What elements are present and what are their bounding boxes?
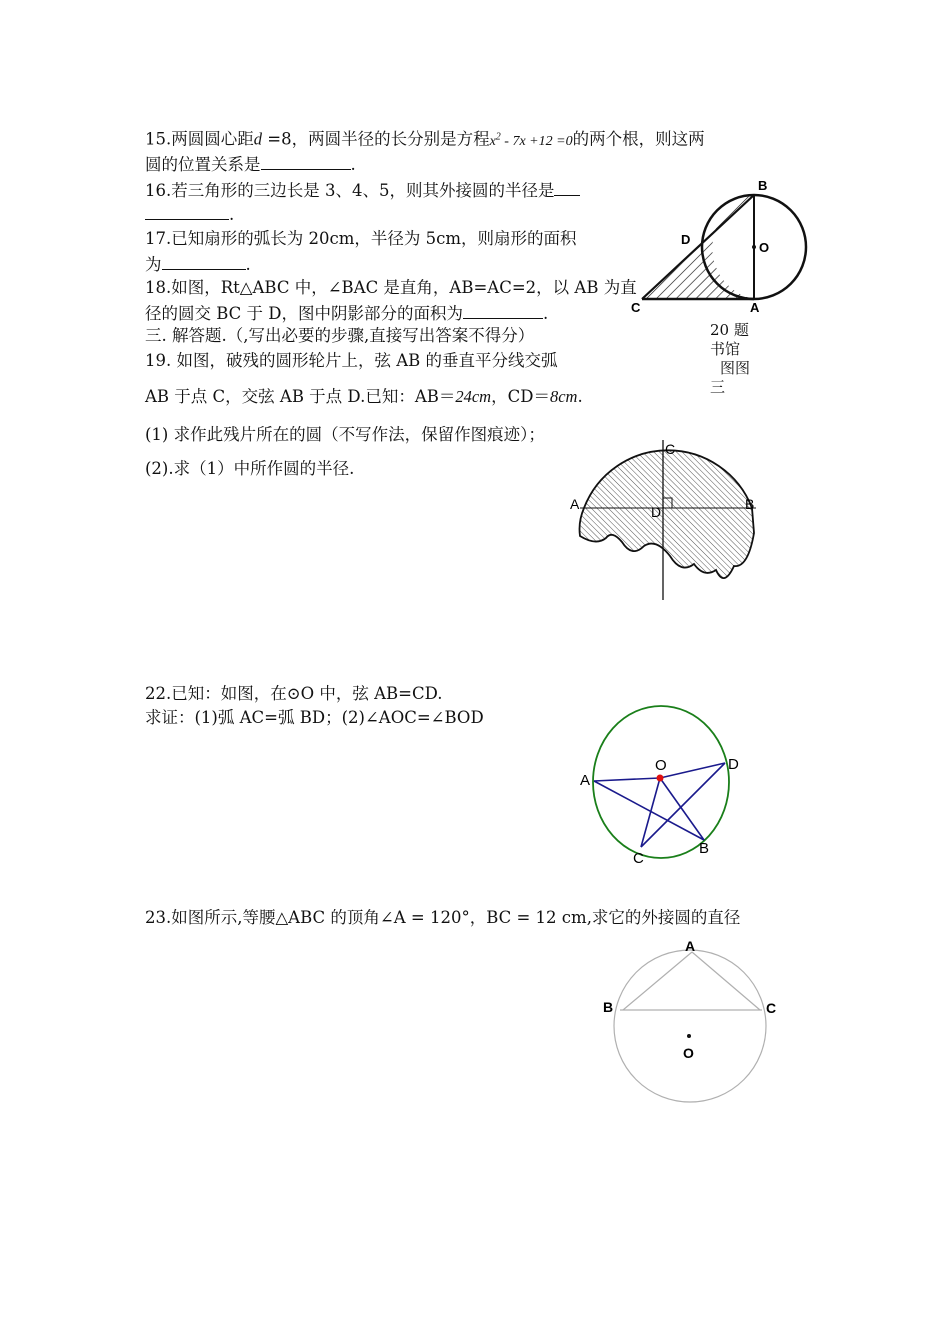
radius-od bbox=[660, 763, 725, 778]
figure-18 bbox=[628, 178, 828, 318]
q15-line2: 圆的位置关系是 . bbox=[145, 152, 356, 176]
chord-cd bbox=[641, 763, 725, 847]
answer-blank-16b[interactable] bbox=[145, 202, 229, 220]
q22-line2: 求证：(1)弧 AC=弧 BD；(2)∠AOC=∠BOD bbox=[145, 708, 484, 727]
side-ab bbox=[623, 952, 692, 1010]
shaded-region-lower bbox=[642, 235, 754, 299]
fig20-caption-line3: 图图 bbox=[720, 359, 751, 377]
figure-23 bbox=[598, 936, 798, 1116]
q19-part2: (2).求（1）中所作圆的半径. bbox=[145, 459, 355, 478]
label-a22: A bbox=[580, 772, 591, 789]
center-o-dot bbox=[657, 775, 664, 782]
radius-oa bbox=[594, 778, 660, 781]
broken-wheel bbox=[580, 450, 755, 578]
q17-line1: 17.已知扇形的弧长为 20cm，半径为 5cm，则扇形的面积 bbox=[145, 229, 577, 248]
q23-line1: 23.如图所示,等腰△ABC 的顶角∠A = 120°，BC = 12 cm,求它的外接圆的直径 bbox=[145, 908, 741, 927]
label-c23: C bbox=[766, 1000, 777, 1016]
label-o23: O bbox=[683, 1045, 694, 1061]
label-a: A bbox=[750, 300, 760, 315]
q16-line2: . bbox=[145, 202, 234, 226]
label-b23: B bbox=[603, 999, 614, 1015]
center-o-dot-23 bbox=[687, 1034, 691, 1038]
figure-22 bbox=[575, 700, 765, 870]
q15-line1: 15.两圆圆心距d =8，两圆半径的长分别是方程$x^2 - 7x +12 =0$的两个根，则这两 bbox=[145, 129, 705, 149]
label-c22: C bbox=[633, 850, 644, 867]
side-ac bbox=[692, 952, 760, 1010]
q18-line1: 18.如图，Rt△ABC 中，∠BAC 是直角，AB=AC=2，以 AB 为直 bbox=[145, 278, 637, 297]
label-a19: A bbox=[570, 496, 580, 512]
label-c: C bbox=[631, 300, 641, 315]
circumcircle bbox=[614, 950, 766, 1102]
q16-line1: 16.若三角形的三边长是 3、4、5，则其外接圆的半径是 bbox=[145, 178, 580, 202]
label-d22: D bbox=[728, 756, 739, 773]
label-d: D bbox=[681, 232, 691, 247]
circle-o bbox=[593, 706, 729, 858]
answer-blank-15[interactable] bbox=[261, 152, 351, 170]
answer-blank-16a[interactable] bbox=[554, 178, 580, 196]
label-o22: O bbox=[655, 757, 667, 774]
fig20-caption-line4: 三 bbox=[710, 378, 726, 396]
var-d: d bbox=[253, 129, 262, 149]
q22-line1: 22.已知：如图，在⊙O 中，弦 AB=CD. bbox=[145, 684, 443, 703]
fig20-caption-line1: 20 题 bbox=[710, 321, 749, 339]
q17-line2: 为 . bbox=[145, 252, 251, 276]
answer-blank-17[interactable] bbox=[162, 252, 246, 270]
label-c19: C bbox=[665, 441, 676, 457]
q19-line1: 19. 如图，破残的圆形轮片上，弦 AB 的垂直平分线交弧 bbox=[145, 351, 558, 370]
equation: $x^2 - 7x +12 =0$ bbox=[489, 131, 573, 149]
q18-line2: 径的圆交 BC 于 D，图中阴影部分的面积为 . bbox=[145, 301, 548, 325]
q19-line2: AB 于点 C，交弦 AB 于点 D.已知：AB＝24cm，CD＝8cm. bbox=[145, 387, 583, 406]
chord-ab bbox=[594, 781, 704, 840]
label-b19: B bbox=[745, 496, 755, 512]
label-a23: A bbox=[685, 938, 696, 954]
label-o: O bbox=[759, 240, 770, 255]
fig20-caption-line2: 书馆 bbox=[710, 340, 741, 358]
label-d19: D bbox=[651, 504, 662, 520]
label-b: B bbox=[758, 178, 768, 193]
section-3-heading: 三. 解答题.（,写出必要的步骤,直接写出答案不得分） bbox=[145, 326, 535, 345]
q19-part1: (1) 求作此残片所在的圆（不写作法，保留作图痕迹）； bbox=[145, 425, 545, 444]
label-b22: B bbox=[699, 840, 710, 857]
radius-ob bbox=[660, 778, 704, 840]
figure-19 bbox=[566, 438, 766, 608]
center-dot-18 bbox=[752, 245, 756, 249]
answer-blank-18[interactable] bbox=[463, 301, 543, 319]
